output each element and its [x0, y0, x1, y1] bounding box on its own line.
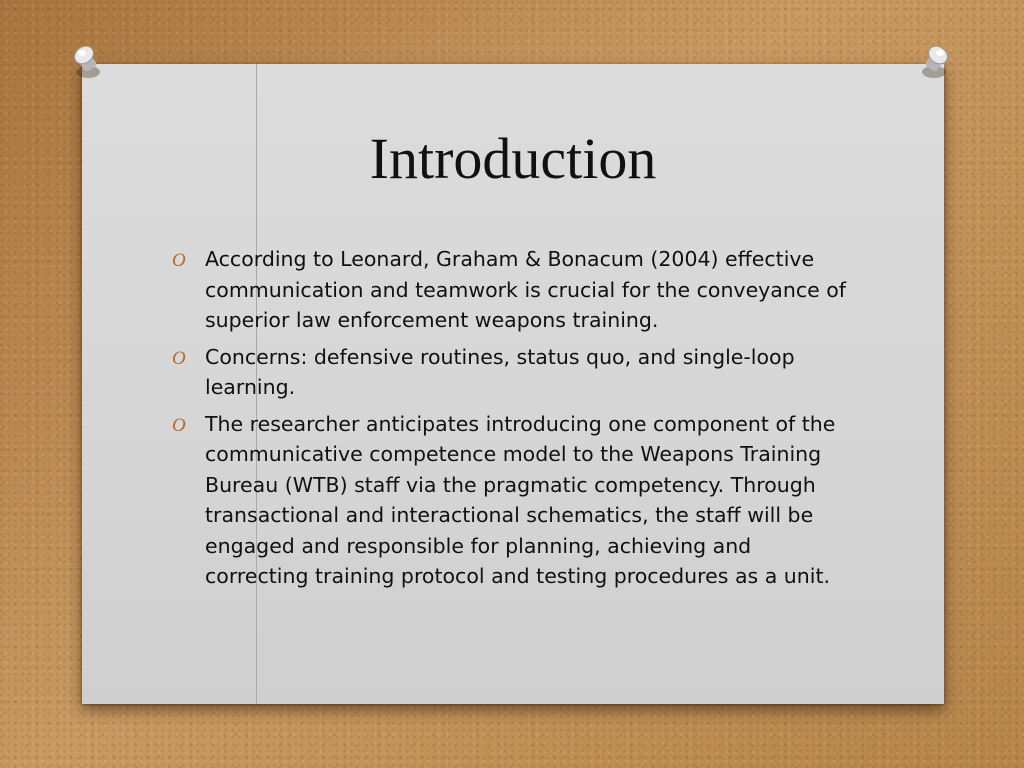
slide-title: Introduction [369, 126, 657, 191]
bullet-text: According to Leonard, Graham & Bonacum (2004) effective communication and teamwork is crucial for the conveyance of superior law enforcement weapons training. [205, 247, 847, 332]
bullet-text: The researcher anticipates introducing one component of the communicative competence model to the Weapons Training Bureau (WTB) staff via the pragmatic competency. Through transactional and interactional schematics, the staff will be engaged and responsible for planning, achieving and correcting training protocol and testing procedures as a unit. [205, 411, 836, 588]
pushpin-icon [68, 42, 108, 82]
bullet-item [170, 409, 860, 592]
pushpin-icon [914, 42, 954, 82]
bullet-marker: O [172, 250, 186, 271]
bullet-text: Concerns: defensive routines, status quo, and single-loop learning. [205, 344, 795, 399]
bullet-item [170, 244, 860, 336]
bullet-item [170, 342, 860, 403]
bullet-marker: O [172, 347, 186, 369]
bullet-list [170, 244, 860, 598]
bullet-marker: O [172, 414, 186, 436]
